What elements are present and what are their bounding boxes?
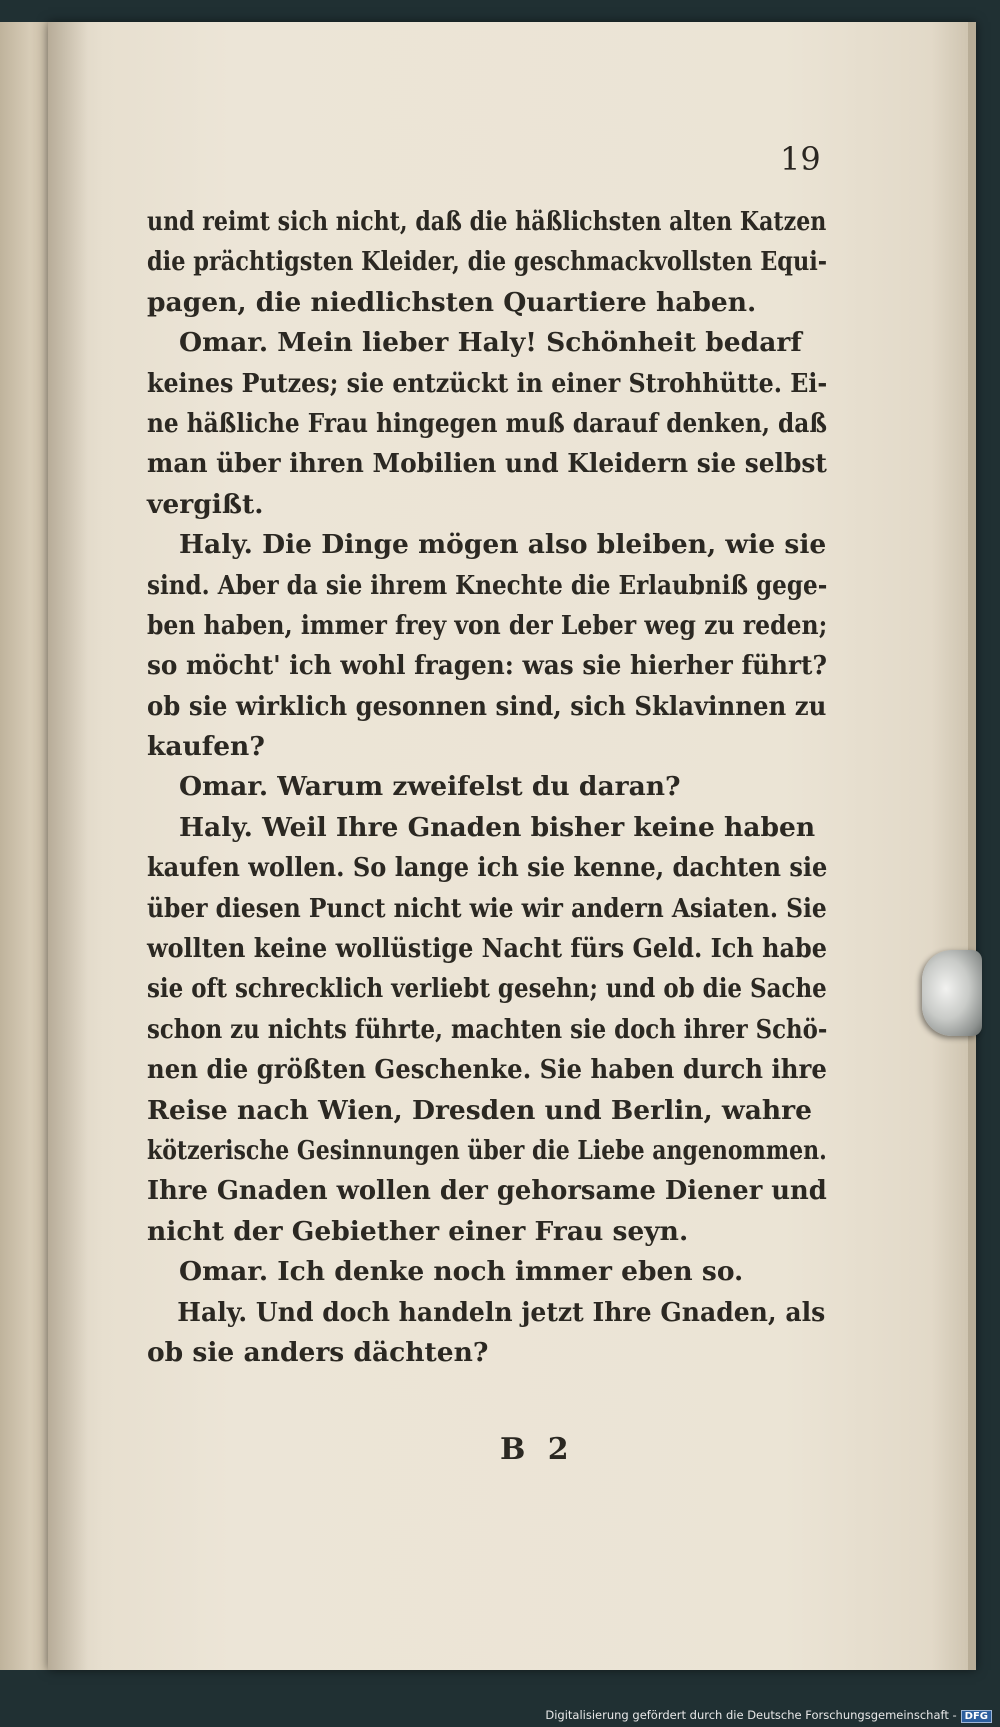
text-line: Omar. Ich denke noch immer eben so. bbox=[179, 1256, 744, 1288]
text-line: so möcht' ich wohl fragen: was sie hierher führt? bbox=[147, 650, 827, 682]
text-line: man über ihren Mobilien und Kleidern sie selbst bbox=[147, 448, 827, 480]
text-line: Omar. Mein lieber Haly! Schönheit bedarf bbox=[179, 327, 802, 359]
text-line: sind. Aber da sie ihrem Knechte die Erlaubniß gege- bbox=[147, 569, 828, 601]
text-line: ben haben, immer frey von der Leber weg zu reden; bbox=[147, 609, 828, 641]
signature-mark: B 2 bbox=[500, 1432, 575, 1467]
text-line: wollten keine wollüstige Nacht fürs Geld. Ich habe bbox=[147, 933, 827, 965]
text-line: kötzerische Gesinnungen über die Liebe angenommen. bbox=[147, 1134, 827, 1166]
facing-page-edge bbox=[0, 22, 50, 1670]
text-line: nen die größten Geschenke. Sie haben durch ihre bbox=[147, 1054, 827, 1086]
text-line: ob sie anders dächten? bbox=[147, 1336, 489, 1368]
text-line: über diesen Punct nicht wie wir andern Asiaten. Sie bbox=[147, 892, 827, 924]
text-line: Omar. Warum zweifelst du daran? bbox=[179, 771, 681, 803]
text-line: Haly. Die Dinge mögen also bleiben, wie sie bbox=[179, 529, 827, 561]
text-line: die prächtigsten Kleider, die geschmackvollsten Equi- bbox=[147, 246, 828, 278]
text-line: und reimt sich nicht, daß die häßlichsten alten Katzen bbox=[147, 206, 827, 237]
page-clip bbox=[922, 950, 982, 1036]
text-line: kaufen? bbox=[147, 731, 265, 763]
gutter-shadow bbox=[48, 22, 88, 1670]
text-line: Reise nach Wien, Dresden und Berlin, wahre bbox=[147, 1094, 812, 1126]
text-line: ne häßliche Frau hingegen muß darauf denken, daß bbox=[147, 407, 827, 439]
text-line: ob sie wirklich gesonnen sind, sich Sklavinnen zu bbox=[147, 690, 827, 722]
text-line: kaufen wollen. So lange ich sie kenne, dachten sie bbox=[147, 852, 828, 884]
text-line: Haly. Und doch handeln jetzt Ihre Gnaden, als bbox=[177, 1296, 826, 1328]
text-line: Haly. Weil Ihre Gnaden bisher keine haben bbox=[179, 811, 816, 843]
page-number: 19 bbox=[780, 140, 821, 178]
text-line: pagen, die niedlichsten Quartiere haben. bbox=[147, 286, 757, 318]
text-line: sie oft schrecklich verliebt gesehn; und ob die Sache bbox=[147, 973, 827, 1005]
text-line: schon zu nichts führte, machten sie doch ihrer Schö- bbox=[147, 1013, 828, 1045]
text-line: keines Putzes; sie entzückt in einer Strohhütte. Ei- bbox=[147, 367, 828, 399]
credit-text: Digitalisierung gefördert durch die Deutsche Forschungsgemeinschaft - bbox=[545, 1708, 957, 1722]
dfg-logo: DFG bbox=[961, 1710, 992, 1723]
text-line: Ihre Gnaden wollen der gehorsame Diener und bbox=[147, 1175, 827, 1207]
text-line: nicht der Gebiether einer Frau seyn. bbox=[147, 1215, 689, 1247]
page-text bbox=[147, 202, 827, 1373]
digitization-credit bbox=[545, 1708, 992, 1723]
text-line: vergißt. bbox=[147, 488, 264, 520]
